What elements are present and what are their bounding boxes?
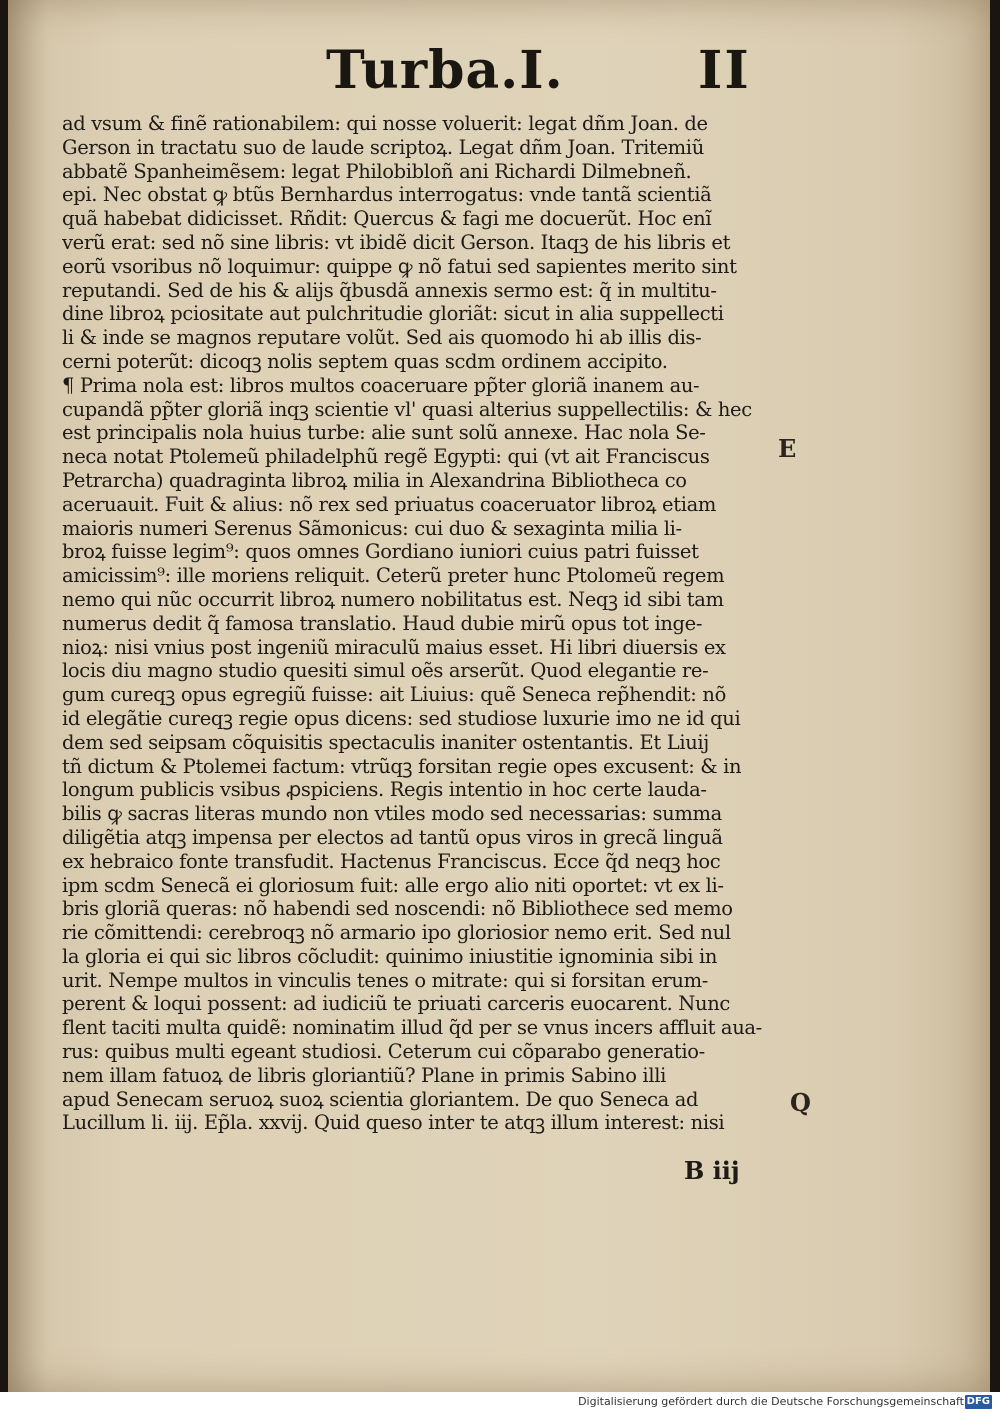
text-line: eorũ vsoribus nõ loquimur: quippe ꝙ nõ fatui sed sapientes merito sint	[62, 254, 737, 278]
text-line: nemo qui nũc occurrit libroꝝ numero nobilitatus est. Neqꝫ id sibi tam	[62, 587, 724, 611]
text-line: Gerson in tractatu suo de laude scriptoꝝ. Legat dñm Joan. Tritemiũ	[62, 135, 704, 159]
text-line: verũ erat: sed nõ sine libris: vt ibidẽ dicit Gerson. Itaqꝫ de his libris et	[62, 230, 731, 254]
funding-credit: Digitalisierung gefördert durch die Deutsche Forschungsgemeinschaft	[578, 1395, 964, 1408]
text-line: nem illam fatuoꝝ de libris gloriantiũ? Plane in primis Sabino illi	[62, 1063, 666, 1087]
digitization-footer	[0, 1392, 1000, 1413]
running-title: Turba.I.	[326, 40, 564, 101]
book-page	[8, 0, 990, 1392]
text-line: nioꝝ: nisi vnius post ingeniũ miraculũ maius esset. Hi libri diuersis ex	[62, 635, 726, 659]
text-line: reputandi. Sed de his & alijs q̃busdã annexis sermo est: q̃ in multitu-	[62, 278, 717, 302]
marginal-note: Q	[790, 1088, 811, 1117]
text-line: bris gloriã queras: nõ habendi sed noscendi: nõ Bibliothece sed memo	[62, 897, 733, 921]
text-line: flent taciti multa quidẽ: nominatim illud q̃d per se vnus incers affluit aua-	[62, 1016, 762, 1040]
text-line: id elegãtie cureqꝫ regie opus dicens: sed studiose luxurie imo ne id qui	[62, 706, 741, 730]
text-line: epi. Nec obstat ꝙ btũs Bernhardus interrogatus: vnde tantã scientiã	[62, 183, 712, 207]
text-line: quã habebat didicisset. Rñdit: Quercus & fagi me docuerũt. Hoc enĩ	[62, 207, 712, 231]
text-line: diligẽtia atqꝫ impensa per electos ad tantũ opus viros in grecã linguã	[62, 825, 723, 849]
text-line: rus: quibus multi egeant studiosi. Ceterum cui cõparabo generatio-	[62, 1040, 705, 1064]
text-line: broꝝ fuisse legim⁹: quos omnes Gordiano iuniori cuius patri fuisset	[62, 540, 699, 564]
text-line: ¶ Prima nola est: libros multos coaceruare pp̃ter gloriã inanem au-	[62, 373, 700, 397]
folio-number: II	[698, 40, 751, 101]
text-line: Petrarcha) quadraginta libroꝝ milia in Alexandrina Bibliotheca co	[62, 468, 687, 492]
body-text	[62, 112, 777, 1135]
text-line: est principalis nola huius turbe: alie sunt solũ annexe. Hac nola Se-	[62, 421, 706, 445]
text-line: ad vsum & finẽ rationabilem: qui nosse voluerit: legat dñm Joan. de	[62, 112, 708, 135]
text-line: ex hebraico fonte transfudit. Hactenus Franciscus. Ecce q̃d neqꝫ hoc	[62, 849, 721, 873]
text-line: longum publicis vsibus ꝓspiciens. Regis intentio in hoc certe lauda-	[62, 778, 707, 802]
text-line: cerni poterũt: dicoqꝫ nolis septem quas scdm ordinem accipito.	[62, 349, 668, 373]
page-header	[8, 40, 990, 110]
dfg-logo: DFG	[966, 1396, 990, 1407]
text-line: numerus dedit q̃ famosa translatio. Haud dubie mirũ opus tot inge-	[62, 611, 703, 635]
text-line: neca notat Ptolemeũ philadelphũ regẽ Egypti: qui (vt ait Franciscus	[62, 445, 710, 469]
text-line: gum cureqꝫ opus egregiũ fuisse: ait Liuius: quẽ Seneca rep̃hendit: nõ	[62, 683, 726, 707]
text-line: Lucillum li. iij. Ep̃la. xxvij. Quid queso inter te atqꝫ illum interest: nisi	[62, 1111, 725, 1135]
text-line: dem sed seipsam cõquisitis spectaculis inaniter ostentantis. Et Liuij	[62, 730, 710, 754]
text-line: amicissim⁹: ille moriens reliquit. Ceterũ preter hunc Ptolomeũ regem	[62, 564, 725, 588]
text-line: tñ dictum & Ptolemei factum: vtrũqꝫ forsitan regie opes excusent: & in	[62, 754, 742, 778]
marginal-note: E	[778, 434, 797, 463]
text-line: cupandã pp̃ter gloriã inqꝫ scientie vl' quasi alterius suppellectilis: & hec	[62, 397, 752, 421]
text-line: maioris numeri Serenus Sãmonicus: cui duo & sexaginta milia li-	[62, 516, 682, 540]
text-line: aceruauit. Fuit & alius: nõ rex sed priuatus coaceruator libroꝝ etiam	[62, 492, 716, 516]
text-line: la gloria ei qui sic libros cõcludit: quinimo iniustitie ignominia sibi in	[62, 944, 718, 968]
text-line: bilis ꝙ sacras literas mundo non vtiles modo sed necessarias: summa	[62, 802, 722, 826]
text-line: abbatẽ Spanheimẽsem: legat Philobibloñ ani Richardi Dilmebneñ.	[62, 159, 692, 183]
text-line: rie cõmittendi: cerebroqꝫ nõ armario ipo gloriosior nemo erit. Sed nul	[62, 921, 731, 945]
text-line: apud Senecam seruoꝝ suoꝝ scientia gloriantem. De quo Seneca ad	[62, 1087, 699, 1111]
text-line: locis diu magno studio quesiti simul oẽs arserũt. Quod elegantie re-	[62, 659, 709, 683]
text-line: ipm scdm Senecã ei gloriosum fuit: alle ergo alio niti oportet: vt ex li-	[62, 873, 724, 897]
text-line: perent & loqui possent: ad iudiciũ te priuati carceris euocarent. Nunc	[62, 992, 730, 1016]
text-line: dine libroꝝ pciositate aut pulchritudie gloriãt: sicut in alia suppellecti	[62, 302, 724, 326]
text-line: urit. Nempe multos in vinculis tenes o mitrate: qui si forsitan erum-	[62, 968, 708, 992]
signature-mark: B iij	[684, 1156, 740, 1185]
text-line: li & inde se magnos reputare volũt. Sed ais quomodo hi ab illis dis-	[62, 326, 702, 350]
